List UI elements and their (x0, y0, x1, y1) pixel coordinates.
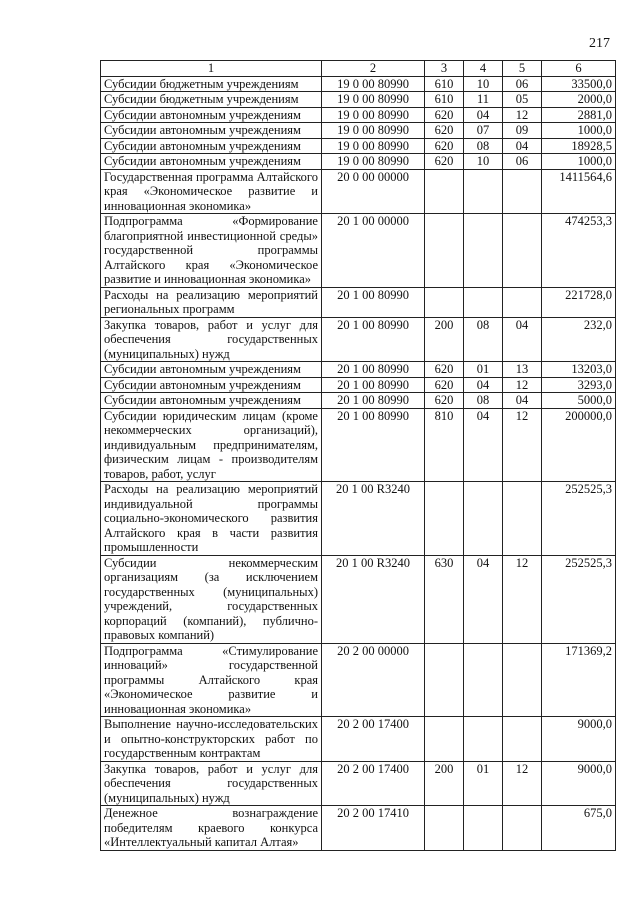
row-name-cell: Субсидии автономным учреждениям (101, 154, 322, 170)
row-col3-cell: 620 (425, 362, 464, 378)
row-col3-cell (425, 482, 464, 556)
row-code-cell: 20 1 00 80990 (322, 317, 425, 362)
row-amount-cell: 171369,2 (542, 643, 616, 717)
row-amount-cell: 675,0 (542, 806, 616, 851)
row-name-cell: Субсидии некоммерческим организациям (за исключением государственных (муниципальных) учреждений, государственных корпораций (компаний), публично-правовых компаний) (101, 555, 322, 643)
row-amount-cell: 252525,3 (542, 555, 616, 643)
row-code-cell: 19 0 00 80990 (322, 76, 425, 92)
row-col4-cell: 04 (464, 408, 503, 482)
row-name-cell: Выполнение научно-исследовательских и опытно-конструкторских работ по государственным контрактам (101, 717, 322, 762)
row-col4-cell: 01 (464, 362, 503, 378)
table-row (101, 123, 616, 139)
table-row (101, 408, 616, 482)
row-amount-cell: 33500,0 (542, 76, 616, 92)
row-amount-cell: 9000,0 (542, 717, 616, 762)
row-name-cell: Субсидии юридическим лицам (кроме некоммерческих организаций), индивидуальным предпринимателям, физическим лицам - производителям товаров, работ, услуг (101, 408, 322, 482)
row-col4-cell (464, 287, 503, 317)
row-col4-cell: 04 (464, 377, 503, 393)
row-name-cell: Закупка товаров, работ и услуг для обеспечения государственных (муниципальных) нужд (101, 317, 322, 362)
table-row (101, 643, 616, 717)
row-col5-cell: 04 (503, 138, 542, 154)
row-col4-cell: 08 (464, 138, 503, 154)
row-code-cell: 20 2 00 17400 (322, 717, 425, 762)
row-name-cell: Субсидии автономным учреждениям (101, 138, 322, 154)
row-col4-cell (464, 643, 503, 717)
row-col5-cell (503, 482, 542, 556)
row-col3-cell: 620 (425, 123, 464, 139)
row-code-cell: 20 1 00 R3240 (322, 482, 425, 556)
row-col5-cell: 06 (503, 154, 542, 170)
row-col3-cell: 610 (425, 92, 464, 108)
row-col4-cell: 04 (464, 555, 503, 643)
table-row (101, 393, 616, 409)
row-col3-cell: 810 (425, 408, 464, 482)
row-col5-cell: 09 (503, 123, 542, 139)
table-row (101, 555, 616, 643)
budget-table (100, 60, 616, 851)
column-header: 4 (464, 61, 503, 77)
row-name-cell: Подпрограмма «Формирование благоприятной инвестиционной среды» государственной программы Алтайского края «Экономическое развитие и инновационная экономика» (101, 214, 322, 288)
row-name-cell: Субсидии бюджетным учреждениям (101, 76, 322, 92)
row-name-cell: Расходы на реализацию мероприятий региональных программ (101, 287, 322, 317)
table-row (101, 214, 616, 288)
row-col3-cell: 620 (425, 377, 464, 393)
row-col4-cell: 01 (464, 761, 503, 806)
row-code-cell: 20 2 00 17400 (322, 761, 425, 806)
row-code-cell: 19 0 00 80990 (322, 123, 425, 139)
row-col5-cell: 12 (503, 761, 542, 806)
row-col4-cell: 08 (464, 393, 503, 409)
column-header: 2 (322, 61, 425, 77)
table-row (101, 107, 616, 123)
table-row (101, 377, 616, 393)
row-col5-cell: 05 (503, 92, 542, 108)
row-name-cell: Субсидии автономным учреждениям (101, 377, 322, 393)
table-row (101, 317, 616, 362)
row-amount-cell: 3293,0 (542, 377, 616, 393)
row-col5-cell: 12 (503, 377, 542, 393)
row-code-cell: 20 1 00 80990 (322, 377, 425, 393)
row-col3-cell: 620 (425, 154, 464, 170)
row-name-cell: Субсидии автономным учреждениям (101, 393, 322, 409)
row-code-cell: 19 0 00 80990 (322, 154, 425, 170)
row-amount-cell: 13203,0 (542, 362, 616, 378)
row-col4-cell (464, 806, 503, 851)
row-col5-cell: 04 (503, 317, 542, 362)
row-code-cell: 20 0 00 00000 (322, 169, 425, 214)
row-col5-cell (503, 717, 542, 762)
table-row (101, 76, 616, 92)
row-code-cell: 19 0 00 80990 (322, 92, 425, 108)
row-name-cell: Субсидии автономным учреждениям (101, 123, 322, 139)
row-name-cell: Денежное вознаграждение победителям краевого конкурса «Интеллектуальный капитал Алтая» (101, 806, 322, 851)
table-row (101, 761, 616, 806)
page-number: 217 (589, 36, 610, 51)
row-code-cell: 20 1 00 80990 (322, 393, 425, 409)
table-row (101, 287, 616, 317)
row-code-cell: 20 1 00 80990 (322, 287, 425, 317)
row-amount-cell: 2881,0 (542, 107, 616, 123)
column-header: 6 (542, 61, 616, 77)
row-amount-cell: 474253,3 (542, 214, 616, 288)
row-code-cell: 20 1 00 80990 (322, 362, 425, 378)
row-col4-cell: 08 (464, 317, 503, 362)
row-col4-cell (464, 214, 503, 288)
row-amount-cell: 1411564,6 (542, 169, 616, 214)
row-amount-cell: 9000,0 (542, 761, 616, 806)
row-name-cell: Расходы на реализацию мероприятий индивидуальной программы социально-экономического развития Алтайского края в части развития промышленности (101, 482, 322, 556)
table-row (101, 806, 616, 851)
row-col5-cell: 04 (503, 393, 542, 409)
row-col4-cell: 11 (464, 92, 503, 108)
table-row (101, 717, 616, 762)
row-col4-cell: 07 (464, 123, 503, 139)
row-amount-cell: 252525,3 (542, 482, 616, 556)
row-col5-cell (503, 214, 542, 288)
row-col5-cell: 12 (503, 555, 542, 643)
row-name-cell: Субсидии автономным учреждениям (101, 362, 322, 378)
column-header: 3 (425, 61, 464, 77)
row-col4-cell (464, 482, 503, 556)
table-header-row (101, 61, 616, 77)
row-code-cell: 20 1 00 80990 (322, 408, 425, 482)
row-amount-cell: 2000,0 (542, 92, 616, 108)
column-header: 5 (503, 61, 542, 77)
table-row (101, 362, 616, 378)
row-col5-cell: 13 (503, 362, 542, 378)
table-row (101, 92, 616, 108)
row-name-cell: Закупка товаров, работ и услуг для обеспечения государственных (муниципальных) нужд (101, 761, 322, 806)
row-col4-cell: 10 (464, 154, 503, 170)
row-col3-cell (425, 169, 464, 214)
row-col3-cell: 200 (425, 317, 464, 362)
table-row (101, 169, 616, 214)
row-amount-cell: 5000,0 (542, 393, 616, 409)
row-name-cell: Субсидии бюджетным учреждениям (101, 92, 322, 108)
row-col5-cell (503, 806, 542, 851)
table-body (101, 76, 616, 850)
row-col3-cell (425, 806, 464, 851)
row-col3-cell: 200 (425, 761, 464, 806)
row-col3-cell: 620 (425, 138, 464, 154)
row-col3-cell: 620 (425, 393, 464, 409)
row-col5-cell (503, 169, 542, 214)
table-row (101, 482, 616, 556)
row-col3-cell: 620 (425, 107, 464, 123)
row-code-cell: 20 2 00 17410 (322, 806, 425, 851)
row-amount-cell: 18928,5 (542, 138, 616, 154)
row-col3-cell: 610 (425, 76, 464, 92)
row-amount-cell: 232,0 (542, 317, 616, 362)
row-col3-cell (425, 643, 464, 717)
table-row (101, 138, 616, 154)
row-name-cell: Подпрограмма «Стимулирование инноваций» государственной программы Алтайского края «Экономическое развитие и инновационная экономика» (101, 643, 322, 717)
row-col3-cell (425, 214, 464, 288)
row-col3-cell (425, 287, 464, 317)
row-col4-cell: 10 (464, 76, 503, 92)
row-amount-cell: 1000,0 (542, 154, 616, 170)
row-col5-cell (503, 287, 542, 317)
row-col5-cell (503, 643, 542, 717)
row-name-cell: Субсидии автономным учреждениям (101, 107, 322, 123)
row-col5-cell: 06 (503, 76, 542, 92)
row-col5-cell: 12 (503, 408, 542, 482)
row-col3-cell: 630 (425, 555, 464, 643)
row-col4-cell: 04 (464, 107, 503, 123)
row-col4-cell (464, 169, 503, 214)
row-code-cell: 20 1 00 00000 (322, 214, 425, 288)
row-code-cell: 20 1 00 R3240 (322, 555, 425, 643)
row-code-cell: 20 2 00 00000 (322, 643, 425, 717)
row-col3-cell (425, 717, 464, 762)
row-amount-cell: 200000,0 (542, 408, 616, 482)
row-code-cell: 19 0 00 80990 (322, 138, 425, 154)
row-amount-cell: 1000,0 (542, 123, 616, 139)
row-code-cell: 19 0 00 80990 (322, 107, 425, 123)
column-header: 1 (101, 61, 322, 77)
table-row (101, 154, 616, 170)
row-col4-cell (464, 717, 503, 762)
row-name-cell: Государственная программа Алтайского края «Экономическое развитие и инновационная экономика» (101, 169, 322, 214)
row-amount-cell: 221728,0 (542, 287, 616, 317)
row-col5-cell: 12 (503, 107, 542, 123)
